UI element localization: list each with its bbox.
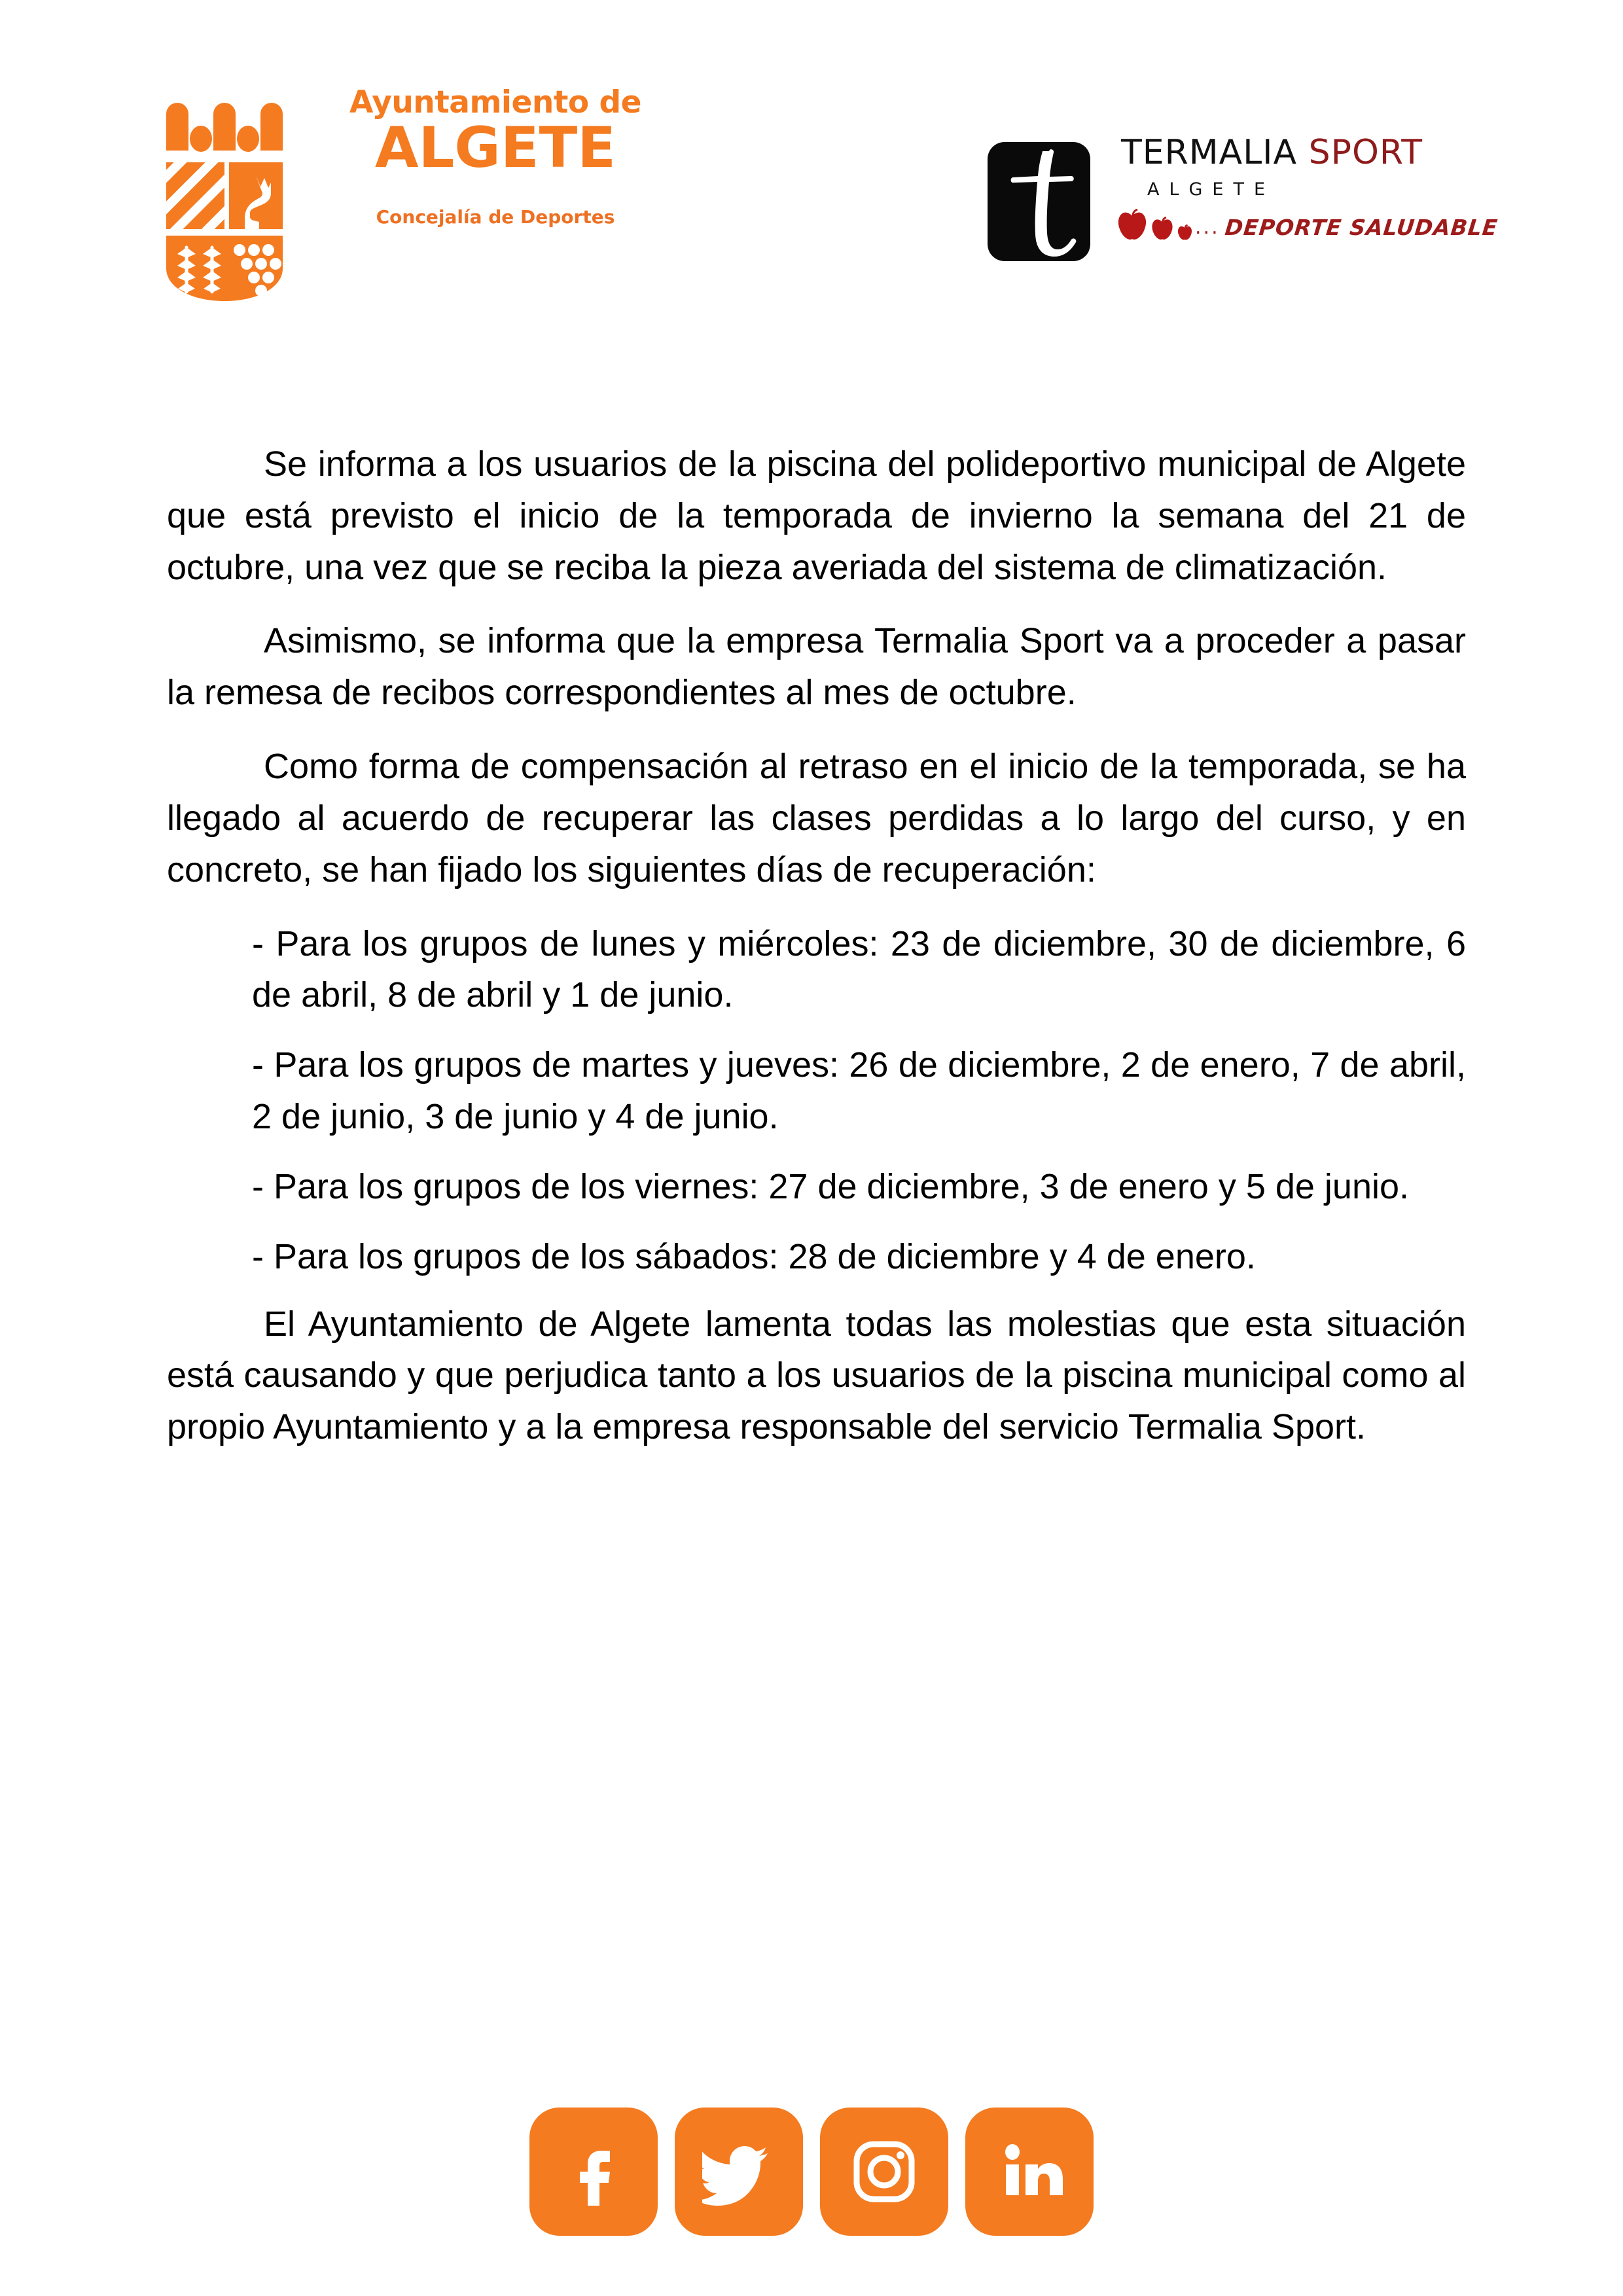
termalia-text-block <box>1116 133 1499 241</box>
termalia-tagline-row <box>1116 209 1499 241</box>
facebook-icon <box>560 2138 628 2206</box>
apple-icon <box>1117 209 1147 240</box>
termalia-city-label: ALGETE <box>1147 179 1275 200</box>
instagram-button[interactable] <box>820 2108 948 2236</box>
facebook-button[interactable] <box>529 2108 658 2236</box>
termalia-sport-logo <box>985 133 1499 275</box>
recovery-days-list <box>167 918 1466 1283</box>
algete-department-label: Concejalía de Deportes <box>376 206 615 228</box>
termalia-tagline: DEPORTE SALUDABLE <box>1223 215 1499 241</box>
twitter-icon <box>702 2135 776 2208</box>
instagram-icon <box>847 2135 921 2208</box>
list-item: - Para los grupos de los sábados: 28 de diciembre y 4 de enero. <box>252 1236 1256 1276</box>
tagline-ellipsis: ... <box>1195 216 1220 240</box>
list-item: - Para los grupos de martes y jueves: 26 de diciembre, 2 de enero, 7 de abril, 2 de junio, 3 de junio y 4 de junio. <box>252 1045 1466 1137</box>
paragraph-apology: El Ayuntamiento de Algete lamenta todas las molestias que esta situación está causando y que perjudica tanto a los usuarios de la piscina municipal como al propio Ayuntamiento y a la empresa responsable del servicio Termalia Sport. <box>167 1304 1466 1447</box>
linkedin-icon <box>995 2138 1063 2206</box>
apple-icon <box>1177 224 1192 240</box>
algete-coat-of-arms-icon <box>157 79 304 301</box>
page-header <box>0 0 1623 367</box>
list-item: - Para los grupos de lunes y miércoles: 23 de diciembre, 30 de diciembre, 6 de abril, 8 de abril y 1 de junio. <box>252 924 1466 1015</box>
termalia-title-red: SPORT <box>1308 133 1423 172</box>
apple-icon <box>1151 217 1173 240</box>
algete-main-line: ALGETE <box>374 115 616 181</box>
document-body <box>167 439 1466 1475</box>
twitter-button[interactable] <box>675 2108 803 2236</box>
algete-wordmark <box>342 86 649 228</box>
paragraph-compensation: Como forma de compensación al retraso en el inicio de la temporada, se ha llegado al acuerdo de recuperar las clases perdidas a lo largo del curso, y en concreto, se han fijado los siguientes días de recuperación: <box>167 747 1466 889</box>
paragraph-billing: Asimismo, se informa que la empresa Termalia Sport va a proceder a pasar la remesa de recibos correspondientes al mes de octubre. <box>167 621 1466 713</box>
algete-top-line: Ayuntamiento de <box>349 84 641 120</box>
termalia-title <box>1116 134 1469 171</box>
apple-icon-group <box>1117 209 1192 240</box>
algete-logo <box>157 79 654 308</box>
termalia-title-black: TERMALIA <box>1121 133 1298 172</box>
social-media-bar <box>0 2108 1623 2236</box>
paragraph-intro: Se informa a los usuarios de la piscina del polideportivo municipal de Algete que está previsto el inicio de la temporada de invierno la semana del 21 de octubre, una vez que se reciba la pieza averiada del sistema de climatización. <box>167 444 1466 587</box>
linkedin-button[interactable] <box>965 2108 1094 2236</box>
list-item: - Para los grupos de los viernes: 27 de diciembre, 3 de enero y 5 de junio. <box>252 1166 1410 1206</box>
termalia-t-monogram-icon <box>985 139 1093 264</box>
